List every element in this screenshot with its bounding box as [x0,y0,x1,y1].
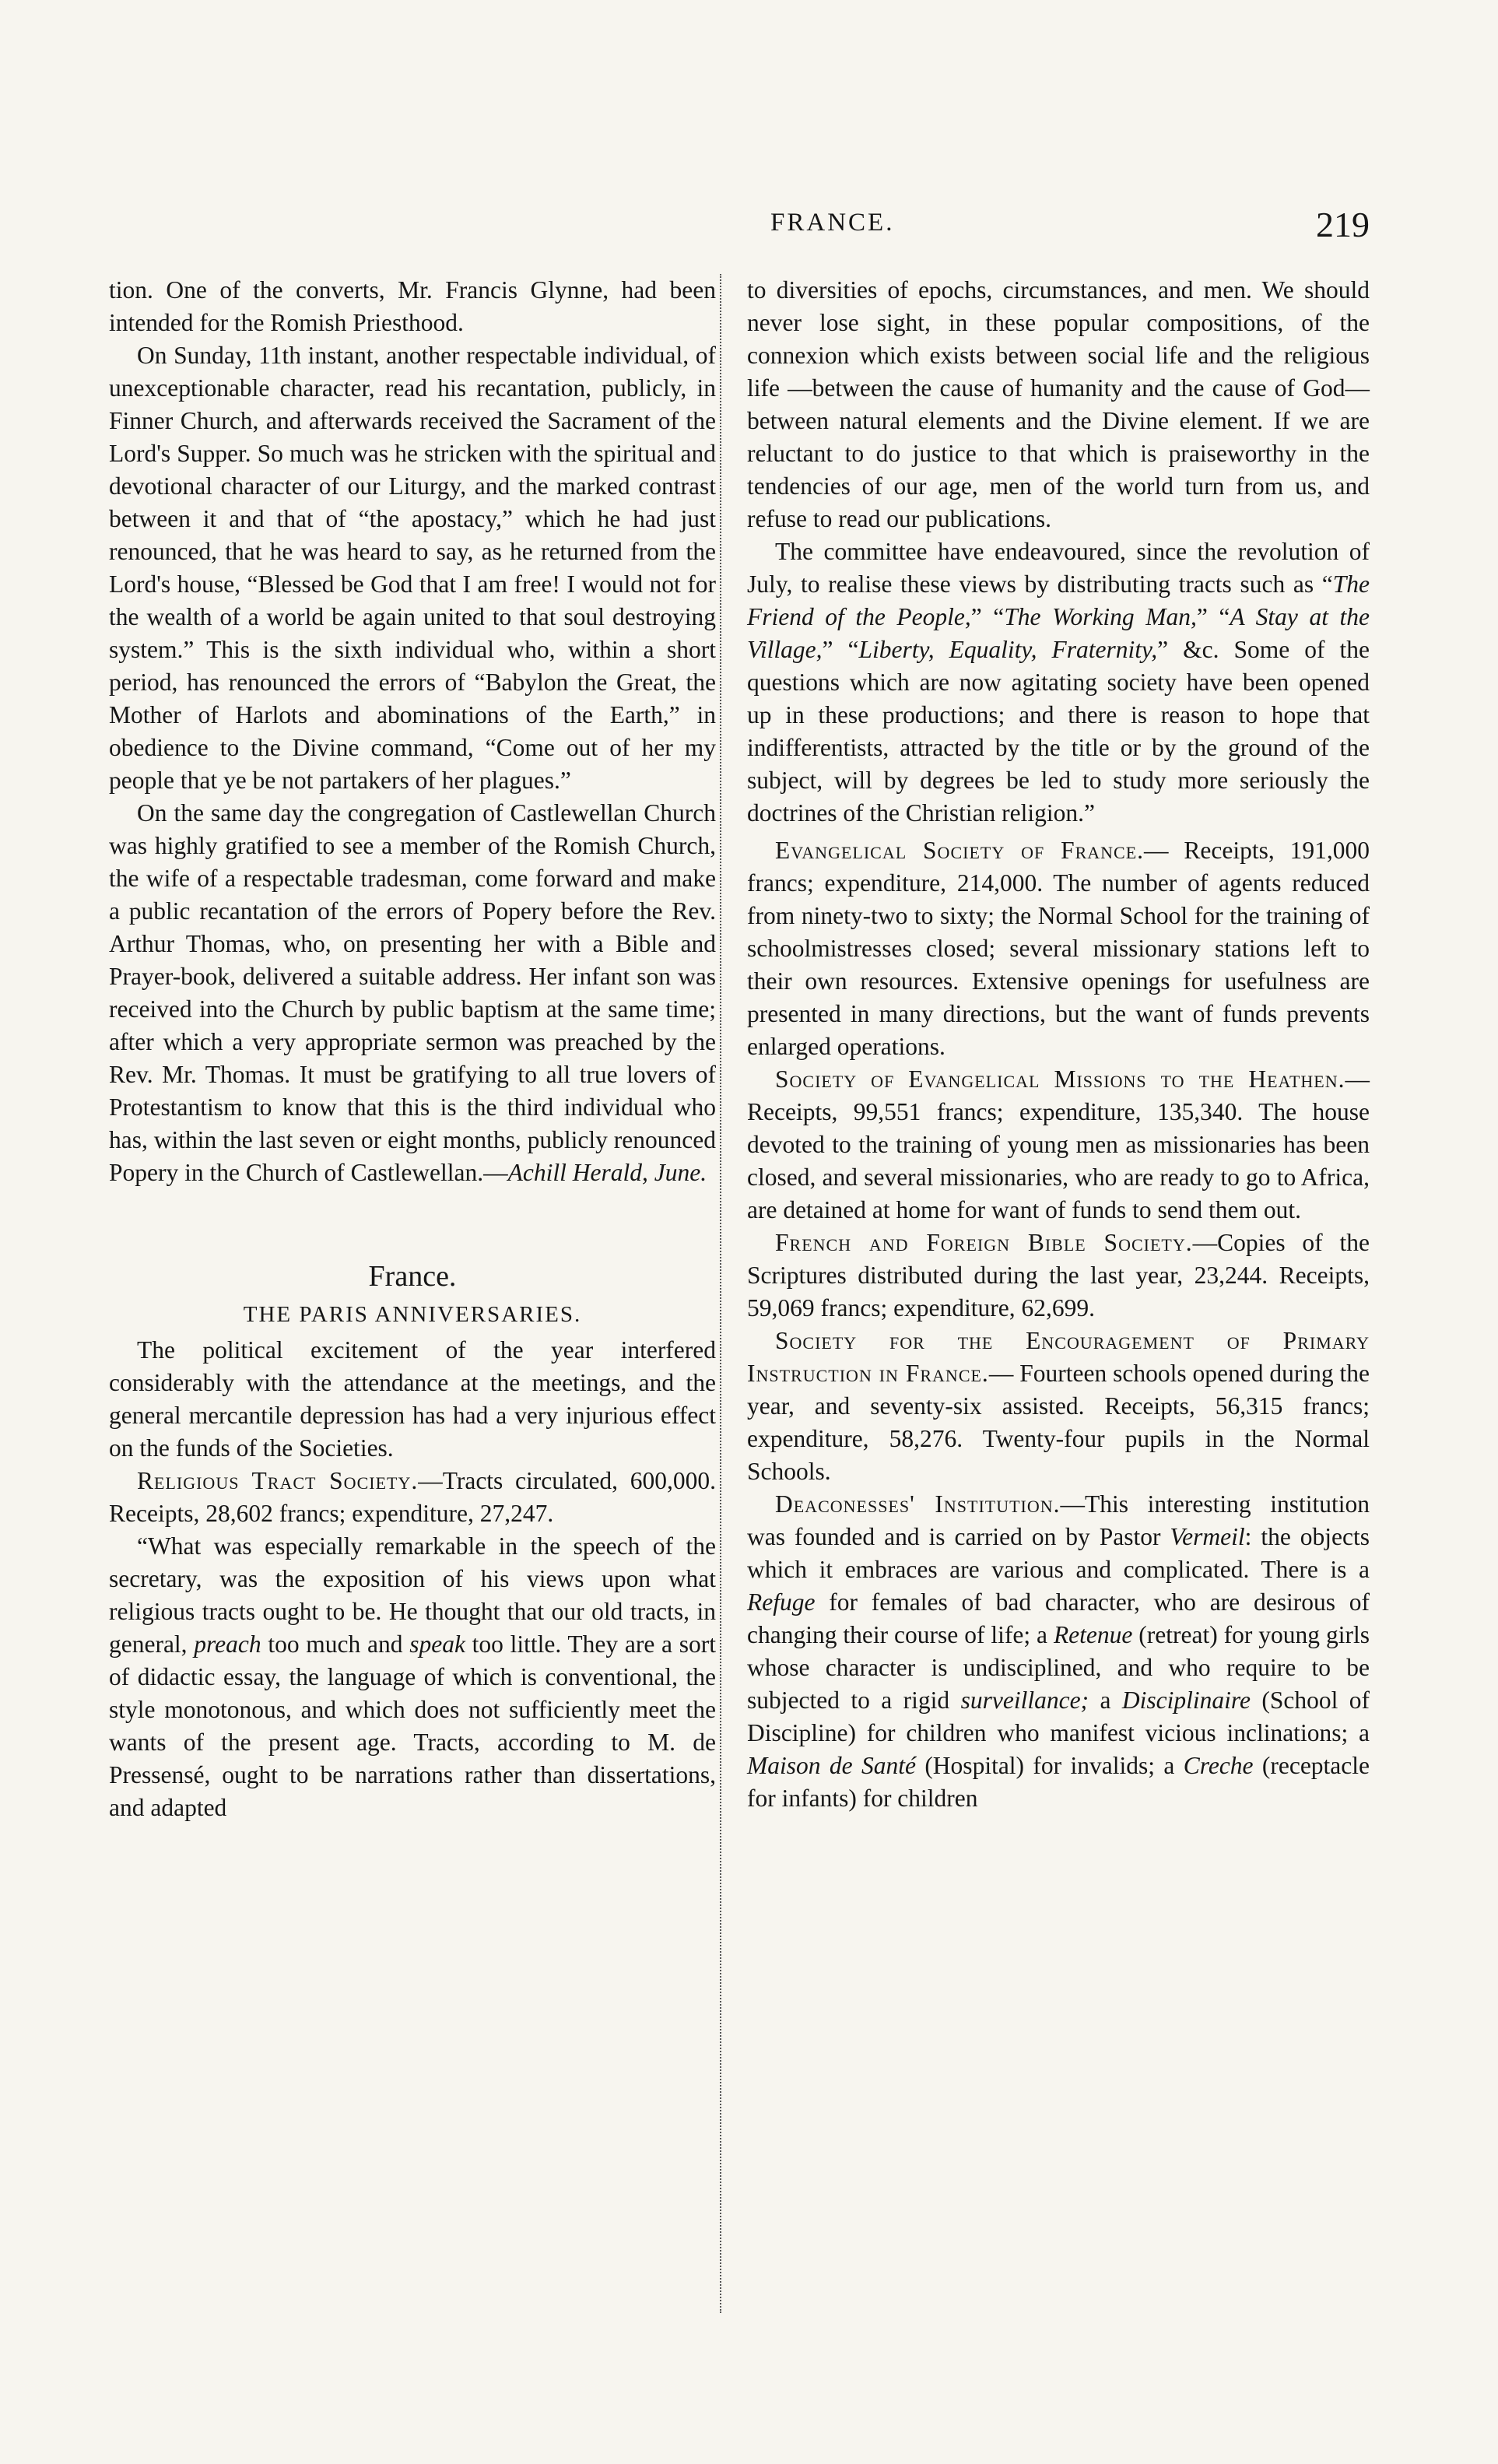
society-heading: Evangelical Society of France. [775,837,1145,864]
paragraph-text: —Tracts circulated, 600,000. Receipts, 28,602 francs; expenditure, 27,247. [109,1467,716,1527]
right-column [747,274,1370,1815]
paragraph [747,1063,1370,1227]
paragraph-text: (Hospital) for invalids; a [915,1752,1184,1779]
society-heading: Society for the Encouragement of Primary Instruction in France. [747,1327,1370,1387]
page-number: 219 [1316,205,1370,244]
emphasis: Creche [1183,1752,1254,1779]
paragraph: to diversities of epochs, circumstances, and men. We should never lose sight, in these popular compositions, of the connexion which exists between social life and the religious life —between the cause of humanity and the cause of God—between natural elements and the Divine element. If we are reluctant to do justice to that which is praiseworthy in the tendencies of our age, men of the world turn from us, and refuse to read our publications. [747,276,1370,532]
source-citation: Achill Herald, June. [507,1159,707,1186]
running-head: FRANCE. [770,209,895,237]
society-heading: French and Foreign Bible Society. [775,1229,1193,1256]
paragraph [109,1465,716,1530]
emphasis: Disciplinaire [1121,1687,1251,1714]
paragraph-text: —Copies of the Scriptures distributed during the last year, 23,244. Receipts, 59,069 francs; expenditure, 62,699. [747,1229,1370,1322]
paragraph-text: — Receipts, 191,000 francs; expenditure, 214,000. The number of agents reduced from ninety-two to sixty; the Normal School for the training of schoolmistresses closed; several missionary stations left to their own resources. Extensive openings for usefulness are presented in many directions, but the want of funds prevents enlarged operations. [747,837,1370,1060]
paragraph-text: On the same day the congregation of Castlewellan Church was highly gratified to see a member of the Romish Church, the wife of a respectable tradesman, come forward and make a public recantation of the errors of Popery before the Rev. Arthur Thomas, who, on presenting her with a Bible and Prayer-book, delivered a suitable address. Her infant son was received into the Church by public baptism at the same time; after which a very appropriate sermon was preached by the Rev. Mr. Thomas. It must be gratifying to all true lovers of Protestantism to know that this is the third individual who has, within the last seven or eight months, publicly renounced Popery in the Church of Castlewellan.— [109,799,716,1186]
paragraph-text: — Fourteen schools opened during the year, and seventy-six assisted. Receipts, 56,315 francs; expenditure, 58,276. Twenty-four pupils in the Normal Schools. [747,1360,1370,1485]
tract-title: The Friend of the People, [747,570,1370,630]
tract-title: A Stay at the Village, [747,603,1370,663]
emphasis: Vermeil [1170,1523,1245,1550]
paragraph-text: a [1089,1687,1122,1714]
paragraph [747,535,1370,830]
paragraph [109,797,716,1189]
emphasis: Refuge [747,1588,816,1616]
emphasis: Retenue [1053,1621,1133,1648]
paragraph: On Sunday, 11th instant, another respectable individual, of unexceptionable character, read his recantation, publicly, in Finner Church, and afterwards received the Sacrament of the Lord's Supper. So much was he stricken with the spiritual and devotional character of our Liturgy, and the marked contrast between it and that of “the apostacy,” which he had just renounced, that he was heard to say, as he returned from the Lord's house, “Blessed be God that I am free! I would not for the wealth of a world be again united to that soul destroying system.” This is the sixth individual who, within a short period, has renounced the errors of “Babylon the Great, the Mother of Harlots and abominations of the Earth,” in obedience to the Divine command, “Come out of her my people that ye be not partakers of her plagues.” [109,342,716,794]
paragraph-text: —This interesting institution was founded and is carried on by Pastor [747,1490,1370,1550]
left-column [109,274,716,1824]
column-divider [720,274,721,2313]
paragraph-text: (School of Discipline) for children who manifest vicious inclinations; a [747,1687,1370,1746]
paragraph-text: The committee have endeavoured, since the revolution of July, to realise these views by distributing tracts such as “ [747,538,1370,598]
society-heading: Religious Tract Society. [137,1467,419,1494]
section-title: France. [368,1260,457,1293]
paragraph [109,1530,716,1824]
paragraph [747,834,1370,1063]
paragraph: The political excitement of the year interfered considerably with the attendance at the meetings, and the general mercantile depression has had a very injurious effect on the funds of the Societies. [109,1336,716,1462]
paragraph-text: (receptacle for infants) for children [747,1752,1370,1812]
paragraph-text: —Receipts, 99,551 francs; expenditure, 135,340. The house devoted to the training of young men as missionaries has been closed, and several missionaries, who are ready to go to Africa, are detained at home for want of funds to send them out. [747,1065,1370,1223]
paragraph [747,1227,1370,1325]
emphasis: Maison de Santé [747,1752,916,1779]
paragraph: tion. One of the converts, Mr. Francis Glynne, had been intended for the Romish Priesthood. [109,276,716,336]
tract-title: Liberty, Equality, Fraternity, [858,636,1158,663]
paragraph-text: (retreat) for young girls whose character is undisciplined, and who require to be subjected to a rigid [747,1621,1370,1714]
page-header [117,204,1377,258]
paragraph-text: : the objects which it embraces are various and complicated. There is a [747,1523,1370,1583]
paragraph-text: for females of bad character, who are desirous of changing their course of life; a [747,1588,1370,1648]
paragraph [747,1325,1370,1488]
paragraph-text: too much and [261,1630,410,1658]
paragraph-text: ” &c. Some of the questions which are now agitating society have been opened up in these productions; and there is reason to hope that indifferentists, attracted by the title or by the ground of the subject, will by degrees be led to study more seriously the doctrines of the Christian religion.” [747,636,1370,827]
emphasis: speak [409,1630,465,1658]
emphasis: preach [194,1630,261,1658]
paragraph [747,1488,1370,1815]
section-subtitle: THE PARIS ANNIVERSARIES. [243,1302,582,1327]
paragraph-text: ” “ [970,603,1005,630]
society-heading: Society of Evangelical Missions to the Heathen. [775,1065,1345,1093]
emphasis: surveillance; [960,1687,1089,1714]
tract-title: The Working Man, [1004,603,1197,630]
paragraph-text: ” “ [822,636,859,663]
paragraph-text: too little. They are a sort of didactic essay, the language of which is conventional, the style monotonous, and which does not sufficiently meet the wants of the present age. Tracts, according to M. de Pressensé, ought to be narrations rather than dissertations, and adapted [109,1630,716,1821]
paragraph-text: “What was especially remarkable in the speech of the secretary, was the exposition of his views upon what religious tracts ought to be. He thought that our old tracts, in general, [109,1532,716,1658]
society-heading: Deaconesses' Institution. [775,1490,1061,1518]
paragraph-text: ” “ [1196,603,1230,630]
